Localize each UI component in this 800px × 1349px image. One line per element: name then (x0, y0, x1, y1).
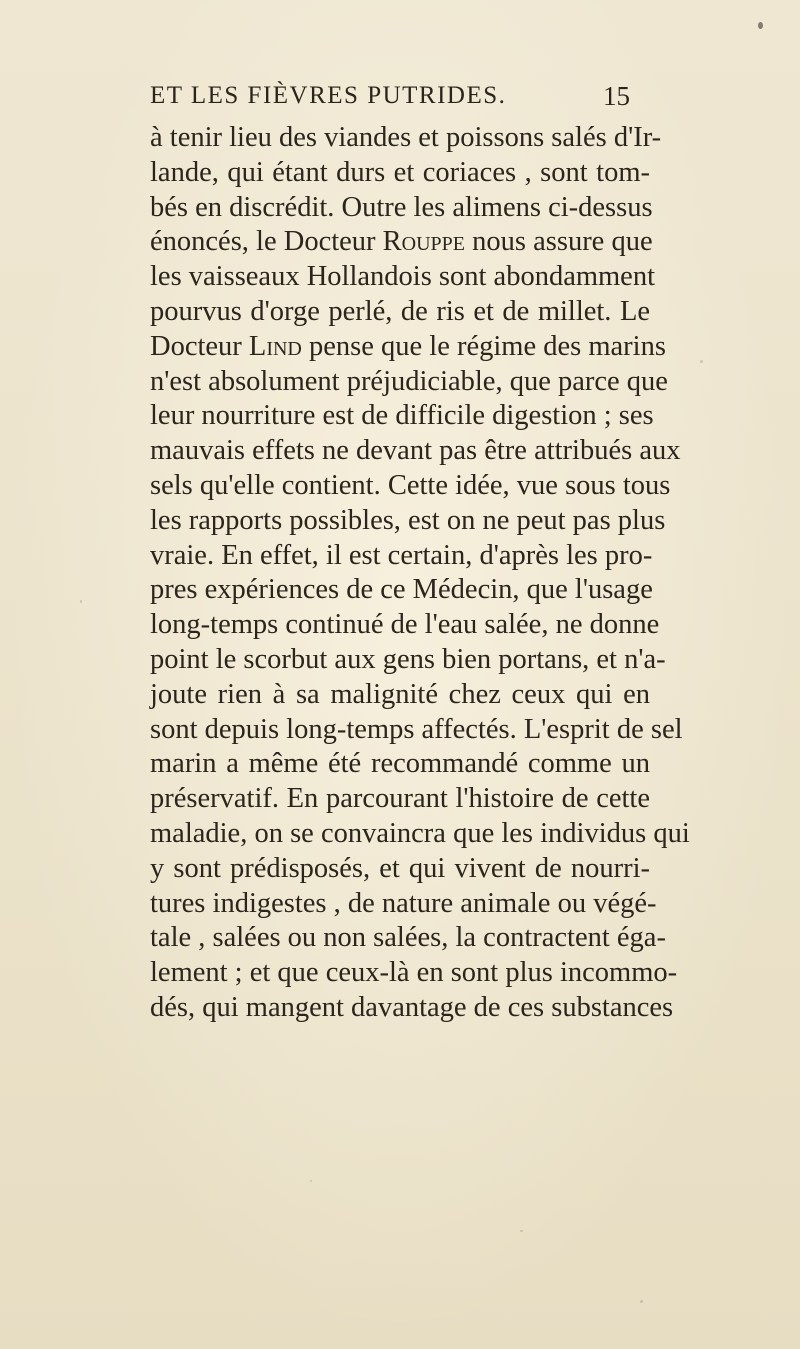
body-text (150, 121, 690, 1026)
text-line: mauvais effets ne devant pas être attribués aux (150, 435, 681, 467)
page-header (150, 78, 630, 114)
text-line: tale , salées ou non salées, la contractent éga- (150, 922, 666, 954)
page-number: 15 (603, 81, 630, 111)
paper-speck (520, 1230, 523, 1232)
text-line: les vaisseaux Hollandois sont abondamment (150, 261, 655, 293)
text-line: marin a même été recommandé comme un (150, 748, 650, 780)
paper-speck (80, 600, 82, 603)
text-line: y sont prédisposés, et qui vivent de nourri- (150, 852, 650, 884)
text-line: énoncés, le Docteur Rouppe nous assure que (150, 226, 653, 258)
author-name: Rouppe (382, 226, 466, 258)
text-line: joute rien à sa malignité chez ceux qui en (150, 678, 650, 710)
text-line: les rapports possibles, est on ne peut pas plus (150, 504, 666, 536)
text-line: leur nourriture est de difficile digestion ; ses (150, 400, 654, 432)
running-head: ET LES FIÈVRES PUTRIDES. (150, 82, 507, 109)
text-line: lement ; et que ceux-là en sont plus incommo- (150, 957, 678, 989)
paper-speck (640, 1300, 643, 1303)
text-line: pourvus d'orge perlé, de ris et de millet. Le (150, 295, 650, 327)
text-line: sels qu'elle contient. Cette idée, vue sous tous (150, 469, 671, 501)
paper-speck (310, 1180, 312, 1182)
text-line: maladie, on se convaincra que les individus qui (150, 817, 690, 849)
paper-speck (700, 360, 703, 363)
text-line: point le scorbut aux gens bien portans, et n'a- (150, 643, 666, 675)
paper-speck (758, 22, 763, 29)
text-line: tures indigestes , de nature animale ou végé- (150, 887, 657, 919)
text-line: Docteur Lind pense que le régime des marins (150, 330, 666, 362)
text-line: pres expériences de ce Médecin, que l'usage (150, 574, 653, 606)
author-name: Lind (248, 330, 302, 362)
text-line: lande, qui étant durs et coriaces , sont tom- (150, 156, 650, 188)
text-line: n'est absolument préjudiciable, que parce que (150, 365, 668, 397)
text-line: vraie. En effet, il est certain, d'après les pro- (150, 539, 653, 571)
text-line: bés en discrédit. Outre les alimens ci-dessus (150, 191, 653, 223)
text-line: long-temps continué de l'eau salée, ne donne (150, 609, 660, 641)
text-line: dés, qui mangent davantage de ces substances (150, 991, 674, 1023)
text-line: sont depuis long-temps affectés. L'esprit de sel (150, 713, 683, 745)
text-line: préservatif. En parcourant l'histoire de cette (150, 783, 650, 815)
text-line: à tenir lieu des viandes et poissons salés d'Ir- (150, 122, 662, 153)
